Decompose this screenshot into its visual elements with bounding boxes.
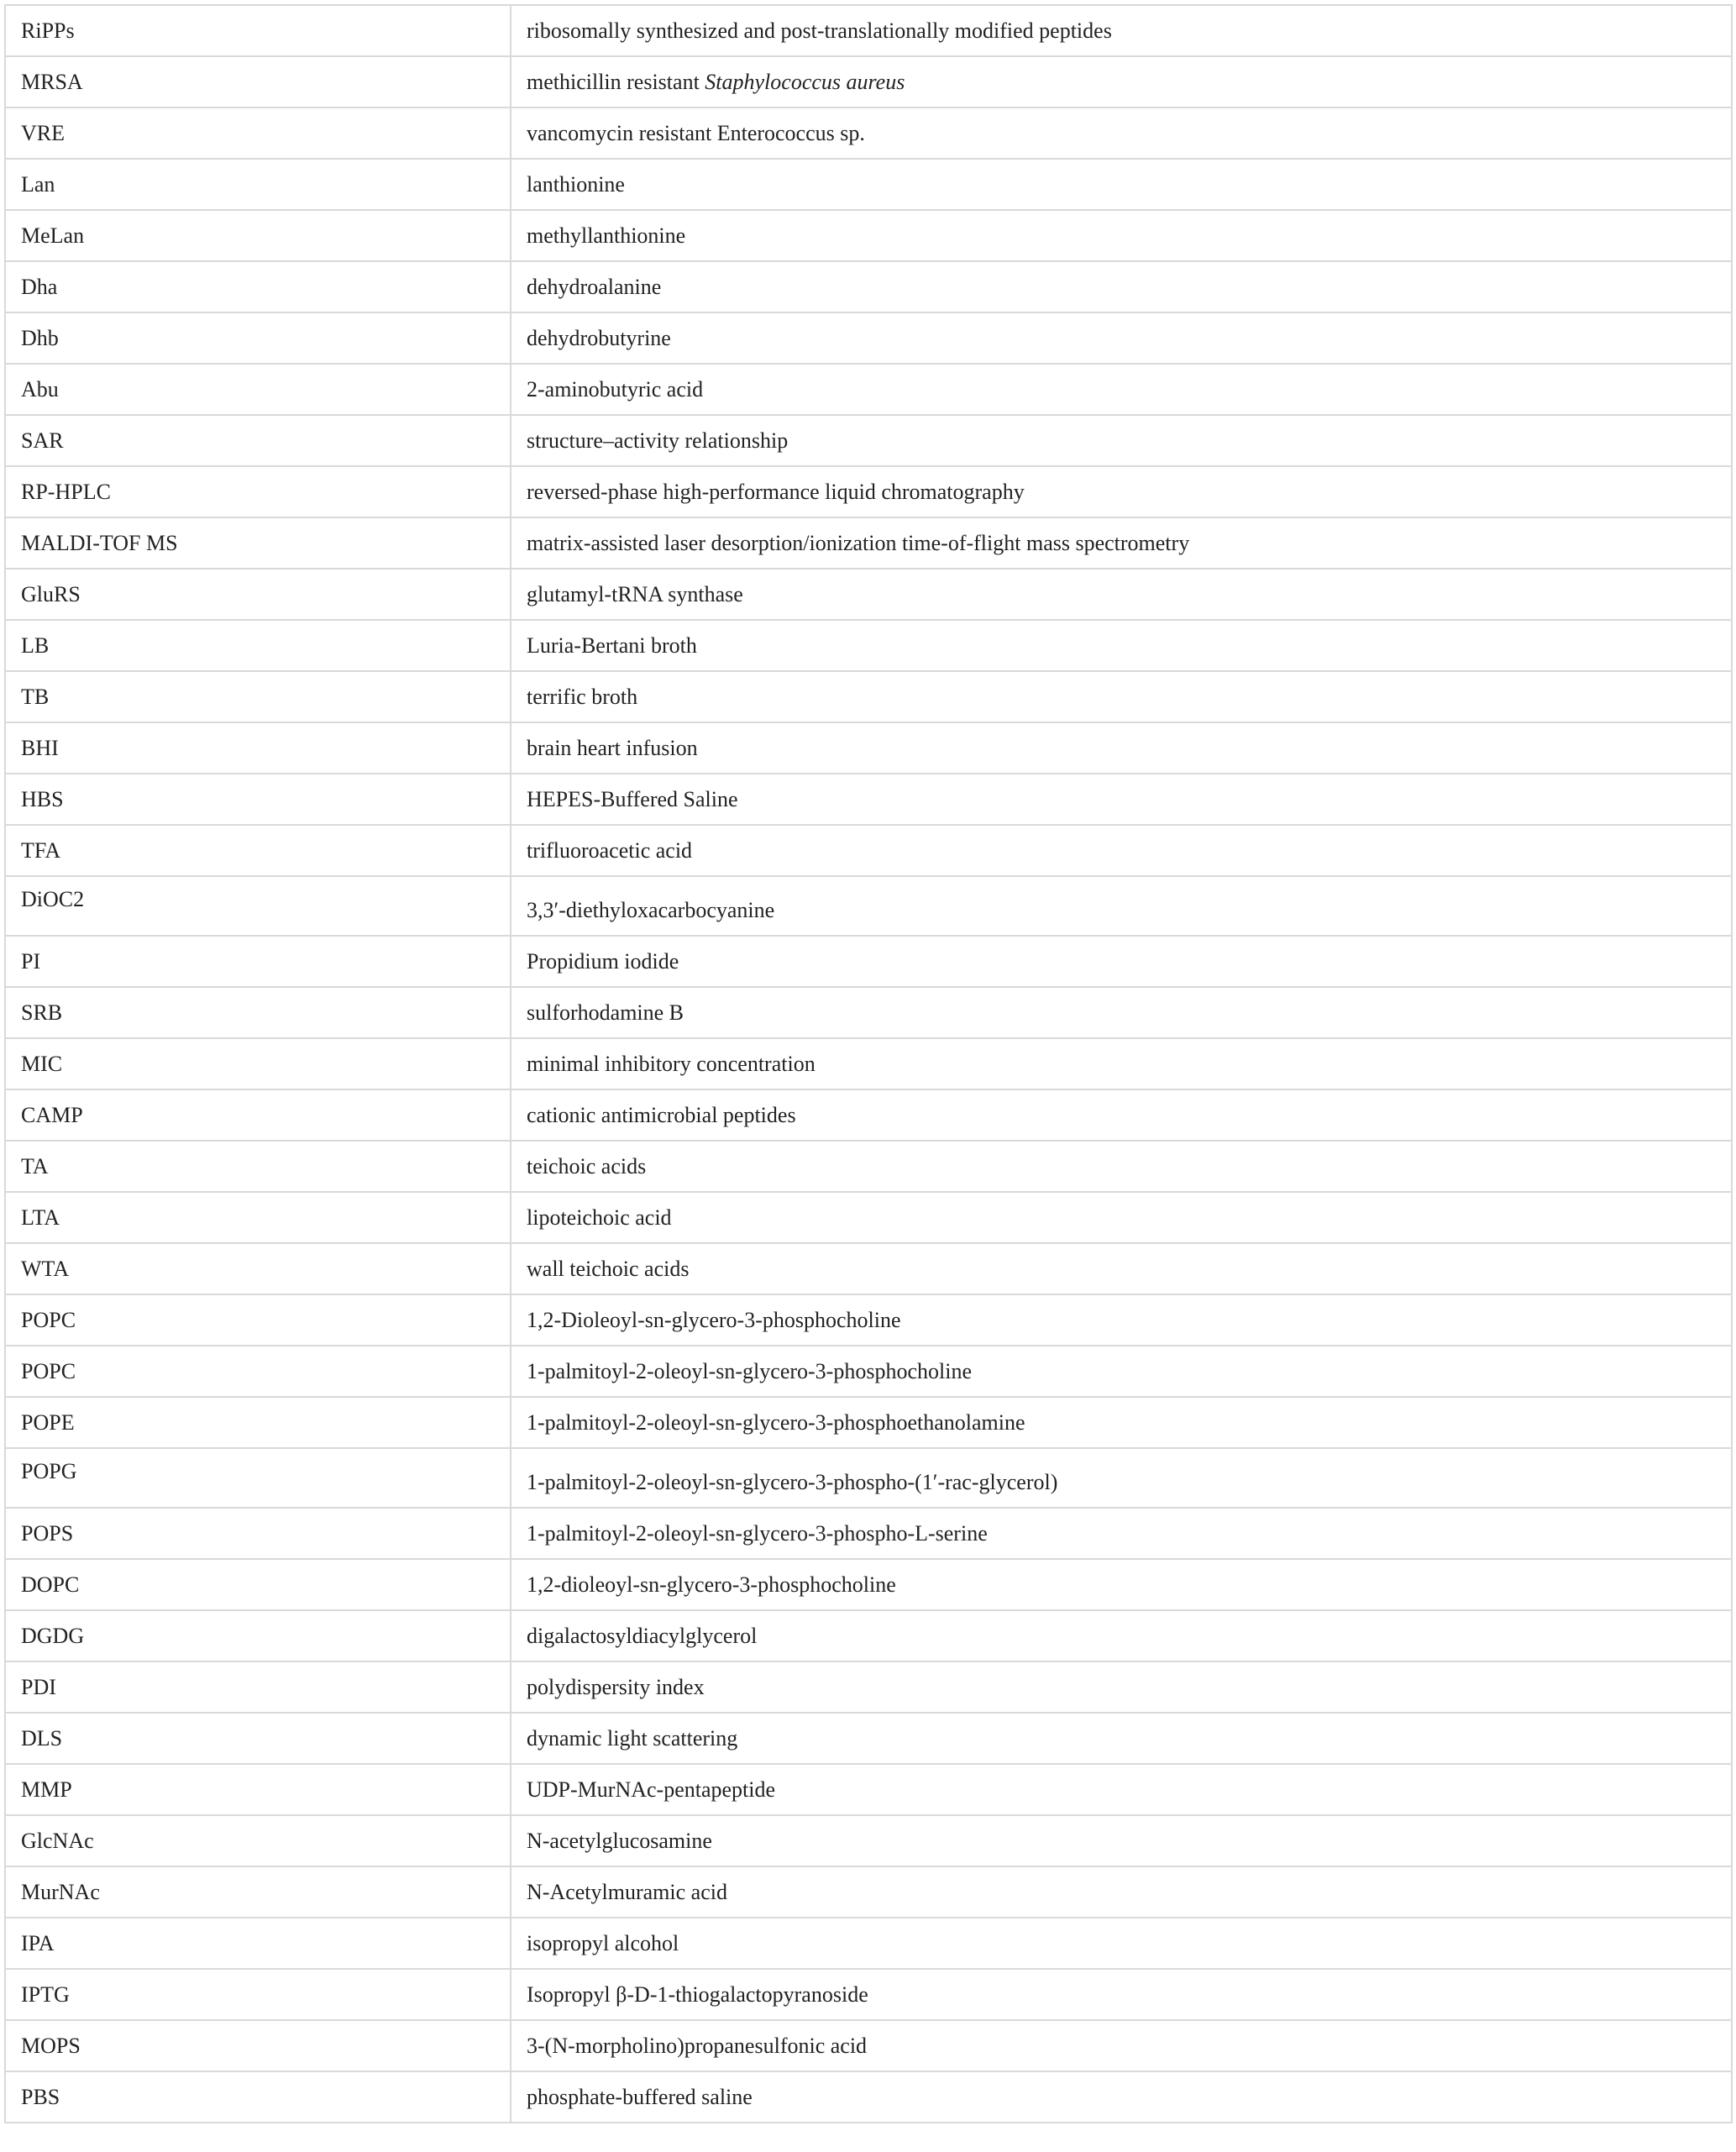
definition-cell (511, 312, 1732, 364)
definition-cell (511, 261, 1732, 312)
definition-text: 1-palmitoyl-2-oleoyl-sn-glycero-3-phosphoethanolamine (527, 1409, 1025, 1435)
definition-text: reversed-phase high-performance liquid chromatography (527, 479, 1025, 504)
table-row (5, 1918, 1732, 1969)
definition-cell (511, 2071, 1732, 2123)
definition-cell (511, 1346, 1732, 1397)
table-row (5, 1969, 1732, 2020)
definition-text: wall teichoic acids (527, 1256, 690, 1281)
definition-text: cationic antimicrobial peptides (527, 1102, 796, 1127)
table-row (5, 569, 1732, 620)
definition-text: dehydroalanine (527, 274, 662, 299)
definition-cell (511, 1815, 1732, 1866)
definition-cell (511, 5, 1732, 56)
table-row (5, 936, 1732, 987)
definition-cell (511, 1918, 1732, 1969)
definition-cell (511, 415, 1732, 466)
abbreviation-cell: MALDI-TOF MS (5, 517, 511, 569)
definition-text: terrific broth (527, 684, 638, 709)
table-row (5, 466, 1732, 517)
abbreviation-cell: TFA (5, 825, 511, 876)
definition-text: vancomycin resistant Enterococcus sp. (527, 120, 865, 145)
definition-text: 2-aminobutyric acid (527, 376, 704, 402)
definition-cell (511, 987, 1732, 1038)
abbreviation-cell: HBS (5, 774, 511, 825)
table-row (5, 825, 1732, 876)
abbreviation-cell: POPC (5, 1294, 511, 1346)
table-row (5, 364, 1732, 415)
abbreviation-cell: RP-HPLC (5, 466, 511, 517)
definition-text: glutamyl-tRNA synthase (527, 581, 743, 606)
table-row (5, 1141, 1732, 1192)
table-row (5, 722, 1732, 774)
definition-text: matrix-assisted laser desorption/ionization time-of-flight mass spectrometry (527, 530, 1190, 555)
table-row (5, 108, 1732, 159)
abbreviation-cell: Lan (5, 159, 511, 210)
definition-text: dehydrobutyrine (527, 325, 671, 350)
abbreviation-cell: TA (5, 1141, 511, 1192)
table-row (5, 1038, 1732, 1089)
definition-cell (511, 1866, 1732, 1918)
abbreviation-cell: RiPPs (5, 5, 511, 56)
abbreviation-cell: LTA (5, 1192, 511, 1243)
table-row (5, 1192, 1732, 1243)
table-row (5, 1610, 1732, 1661)
abbreviation-cell: MRSA (5, 56, 511, 108)
table-row (5, 1243, 1732, 1294)
definition-cell (511, 876, 1732, 936)
definition-cell (511, 1764, 1732, 1815)
definition-text: dynamic light scattering (527, 1725, 738, 1750)
definition-cell (511, 569, 1732, 620)
abbreviation-cell: DLS (5, 1713, 511, 1764)
table-row (5, 1089, 1732, 1141)
abbreviation-cell: POPC (5, 1346, 511, 1397)
definition-text: 1-palmitoyl-2-oleoyl-sn-glycero-3-phosphocholine (527, 1358, 972, 1383)
table-body (5, 5, 1732, 2123)
definition-cell (511, 936, 1732, 987)
table-row (5, 159, 1732, 210)
definition-text: 1,2-Dioleoyl-sn-glycero-3-phosphocholine (527, 1307, 901, 1332)
definition-cell (511, 517, 1732, 569)
definition-cell (511, 1397, 1732, 1448)
definition-text: ribosomally synthesized and post-translationally modified peptides (527, 18, 1112, 43)
table-row (5, 1815, 1732, 1866)
definition-text: 1,2-dioleoyl-sn-glycero-3-phosphocholine (527, 1572, 896, 1597)
definition-cell (511, 2020, 1732, 2071)
definition-text: structure–activity relationship (527, 428, 789, 453)
definition-cell (511, 1192, 1732, 1243)
table-row (5, 415, 1732, 466)
abbreviation-cell: GlcNAc (5, 1815, 511, 1866)
abbreviation-cell: GluRS (5, 569, 511, 620)
table-row (5, 1559, 1732, 1610)
definition-cell (511, 1243, 1732, 1294)
definition-cell (511, 159, 1732, 210)
abbreviation-cell: SAR (5, 415, 511, 466)
table-row (5, 620, 1732, 671)
definition-cell (511, 210, 1732, 261)
abbreviation-cell: MeLan (5, 210, 511, 261)
definition-cell (511, 1508, 1732, 1559)
definition-cell (511, 1969, 1732, 2020)
abbreviation-cell: WTA (5, 1243, 511, 1294)
definition-text: Propidium iodide (527, 948, 679, 974)
abbreviation-cell: MMP (5, 1764, 511, 1815)
definition-text: 1-palmitoyl-2-oleoyl-sn-glycero-3-phospho-L-serine (527, 1520, 988, 1546)
table-row (5, 774, 1732, 825)
definition-text: Luria-Bertani broth (527, 632, 697, 658)
table-row (5, 1397, 1732, 1448)
definition-text: methicillin resistant (527, 69, 705, 94)
definition-text: methyllanthionine (527, 223, 686, 248)
table-row (5, 5, 1732, 56)
abbreviation-cell: CAMP (5, 1089, 511, 1141)
definition-cell (511, 825, 1732, 876)
definition-cell (511, 1661, 1732, 1713)
definition-text: digalactosyldiacylglycerol (527, 1623, 758, 1648)
definition-text: sulforhodamine B (527, 1000, 684, 1025)
table-row (5, 1713, 1732, 1764)
abbreviation-cell: PBS (5, 2071, 511, 2123)
abbreviation-cell: BHI (5, 722, 511, 774)
table-row (5, 876, 1732, 936)
table-row (5, 1294, 1732, 1346)
abbreviation-cell: POPS (5, 1508, 511, 1559)
table-row (5, 1661, 1732, 1713)
table-row (5, 1346, 1732, 1397)
abbreviation-cell: MOPS (5, 2020, 511, 2071)
abbreviation-cell: Abu (5, 364, 511, 415)
definition-cell (511, 620, 1732, 671)
definition-text: trifluoroacetic acid (527, 837, 693, 863)
abbreviation-cell: DiOC2 (5, 876, 511, 936)
definition-cell (511, 722, 1732, 774)
definition-cell (511, 1294, 1732, 1346)
definition-text: HEPES-Buffered Saline (527, 786, 738, 811)
abbreviation-cell: MIC (5, 1038, 511, 1089)
abbreviation-cell: TB (5, 671, 511, 722)
definition-italic-text: Staphylococcus aureus (705, 69, 905, 94)
table-row (5, 261, 1732, 312)
abbreviation-cell: POPG (5, 1448, 511, 1508)
definition-text: minimal inhibitory concentration (527, 1051, 816, 1076)
table-row (5, 1866, 1732, 1918)
table-row (5, 987, 1732, 1038)
table-row (5, 1448, 1732, 1508)
abbreviation-cell: IPA (5, 1918, 511, 1969)
definition-text: N-acetylglucosamine (527, 1828, 712, 1853)
table-row (5, 517, 1732, 569)
table-row (5, 312, 1732, 364)
abbreviation-cell: PDI (5, 1661, 511, 1713)
definition-text: 3,3′-diethyloxacarbocyanine (527, 898, 775, 923)
definition-text: brain heart infusion (527, 735, 698, 760)
table-row (5, 2071, 1732, 2123)
definition-cell (511, 671, 1732, 722)
abbreviation-cell: DGDG (5, 1610, 511, 1661)
definition-cell (511, 1038, 1732, 1089)
definition-cell (511, 1448, 1732, 1508)
abbreviations-table (4, 4, 1733, 2123)
table-row (5, 2020, 1732, 2071)
definition-text: UDP-MurNAc-pentapeptide (527, 1777, 776, 1802)
abbreviation-cell: VRE (5, 108, 511, 159)
definition-text: 3-(N-morpholino)propanesulfonic acid (527, 2033, 868, 2058)
table-row (5, 210, 1732, 261)
abbreviation-cell: LB (5, 620, 511, 671)
definition-cell (511, 1089, 1732, 1141)
definition-text: N-Acetylmuramic acid (527, 1879, 727, 1904)
definition-text: phosphate-buffered saline (527, 2084, 753, 2109)
abbreviation-cell: Dha (5, 261, 511, 312)
abbreviation-cell: DOPC (5, 1559, 511, 1610)
table-row (5, 1764, 1732, 1815)
definition-text: teichoic acids (527, 1153, 647, 1178)
definition-text: polydispersity index (527, 1674, 705, 1699)
table-row (5, 1508, 1732, 1559)
abbreviation-cell: MurNAc (5, 1866, 511, 1918)
definition-cell (511, 108, 1732, 159)
definition-text: lipoteichoic acid (527, 1205, 672, 1230)
abbreviation-cell: PI (5, 936, 511, 987)
table-row (5, 671, 1732, 722)
definition-text: lanthionine (527, 171, 625, 197)
definition-cell (511, 56, 1732, 108)
table-row (5, 56, 1732, 108)
definition-cell (511, 466, 1732, 517)
definition-text: 1-palmitoyl-2-oleoyl-sn-glycero-3-phospho-(1′-rac-glycerol) (527, 1470, 1058, 1495)
definition-cell (511, 1141, 1732, 1192)
definition-text: Isopropyl β-D-1-thiogalactopyranoside (527, 1981, 868, 2007)
definition-cell (511, 1610, 1732, 1661)
abbreviation-cell: POPE (5, 1397, 511, 1448)
definition-cell (511, 1713, 1732, 1764)
definition-cell (511, 774, 1732, 825)
abbreviation-cell: Dhb (5, 312, 511, 364)
definition-cell (511, 364, 1732, 415)
abbreviation-cell: SRB (5, 987, 511, 1038)
definition-cell (511, 1559, 1732, 1610)
abbreviation-cell: IPTG (5, 1969, 511, 2020)
definition-text: isopropyl alcohol (527, 1930, 679, 1955)
